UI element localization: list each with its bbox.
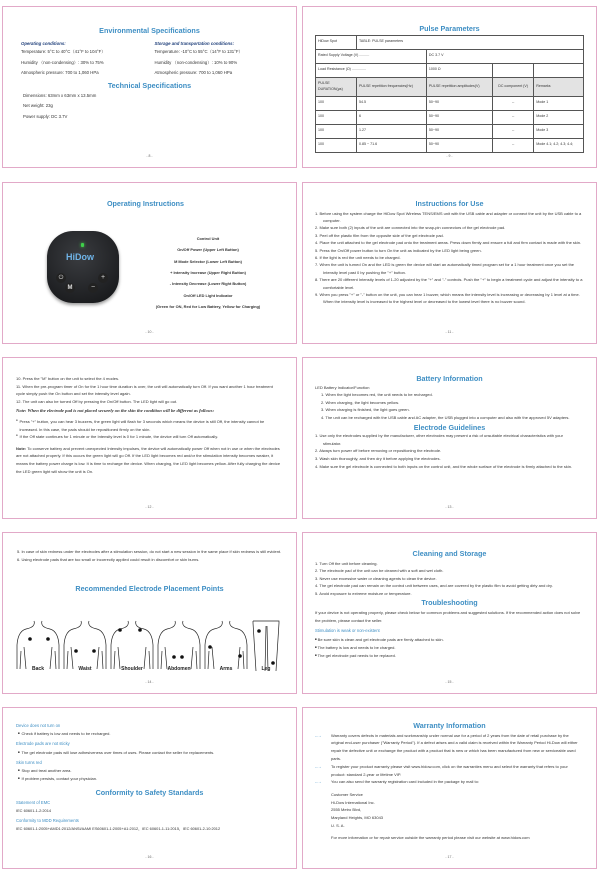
body-outline (253, 621, 279, 671)
page-number: - 17 - (445, 854, 454, 859)
led-indicator (81, 243, 84, 247)
page-number: - 16 - (145, 854, 154, 859)
instruction-item: 12. The unit can also be turned Off by pressing the On/Off button. The LED light will go out. (16, 398, 178, 404)
control-label: - Intensity Decrease (Lower Right Button) (169, 281, 247, 287)
bullet-item-list (16, 730, 284, 738)
instruction-item-list (303, 209, 596, 306)
instruction-item: 6. If the light is red the unit needs to be charged. (315, 254, 401, 260)
page-15 (302, 532, 597, 694)
body-figure (111, 621, 153, 669)
figure-label: Waist (78, 666, 92, 672)
table-row (316, 63, 584, 77)
body-figure (205, 621, 247, 669)
battery-item: 1. When the light becomes red, the unit needs to be recharged. (321, 392, 433, 398)
page-number: - 12 - (145, 504, 154, 509)
warranty-item (315, 778, 582, 786)
section-title: Recommended Electrode Placement Points (75, 584, 224, 594)
page-8 (2, 6, 297, 168)
column-header: PULSE DURATION(μs) (316, 77, 357, 96)
section-title: Conformity to Safety Standards (95, 788, 204, 798)
column-header: PULSE repetition frequencies(Hz) (357, 77, 427, 96)
bullet-text: The battery is low and needs to be charged. (317, 644, 396, 650)
page-title: Operating Instructions (106, 199, 185, 208)
bullet-icon: ■ (18, 749, 22, 754)
bullet-icon: ■ (18, 731, 22, 736)
battery-item: 3. When charging is finished, the light goes green. (321, 407, 410, 413)
warranty-item (315, 732, 582, 763)
table-cell: DC 3.7 V (426, 49, 583, 63)
bullet-icon: ■ (315, 644, 318, 649)
address-line-list (303, 786, 596, 829)
spec-line: Humidity （non-condensing）: 30% to 75% (21, 59, 104, 65)
warranty-item-list (303, 731, 596, 787)
body-outline (17, 621, 59, 669)
electrode-dot (208, 645, 212, 649)
column-header: Remarks (534, 77, 584, 96)
subheading: Statement of EMC (16, 799, 51, 805)
electrode-dot (46, 637, 50, 641)
guideline-item: 1. Use only the electrodes supplied by the manufacturer, other electrodes may present a risk of unsuitable electrical characteristics with your stimulator. (315, 433, 563, 446)
table-cell: 100 (316, 138, 357, 152)
note-text: To conserve battery and prevent unexpected Intensity impulses, the device will automatically power Off when not in use or when the electrodes are not attached properly. If this occurs the green light will go Off. If the LED light becomes red and/or the stimulation intensity becomes weaker, it means the battery power charge is low. It is time to recharge the device. When charging, the LED light becomes yellow. After fully charging the device the LED green light will show the unit is On. (16, 445, 281, 474)
table-cell: 0.85 ~ 71.6 (357, 138, 427, 152)
table-row (316, 35, 584, 49)
electrode-dot (257, 629, 261, 633)
table-cell: 1000 Ω (426, 63, 492, 77)
bullet-item (16, 433, 282, 441)
electrode-dot (238, 654, 242, 658)
table-cell: 6 (357, 110, 427, 124)
page-number: - 8 - (146, 153, 153, 158)
bullet-item-list (16, 418, 282, 441)
subheading: Device does not turn on (16, 723, 61, 728)
bullet-text: The gel electrode pad needs to be replaced. (317, 652, 396, 658)
table-cell: 100 (316, 96, 357, 110)
spec-line: Temperature: 5°C to 40°C（41°F to 104°F） (21, 49, 106, 55)
table-cell: Mode 4.1; 4.2; 4.3; 4.4; (534, 138, 584, 152)
instruction-item: 7. When the unit is turned On and the LED is green the device will start an automatically timed program set for a 1 hour treatment once you set the Intensity level past 0 by pushing the "+" button. (315, 262, 575, 275)
electrode-dot (138, 628, 142, 632)
cleaning-item: 5. Avoid exposure to extreme moisture or temperature. (315, 591, 412, 597)
cleaning-item: 2. The electrode pad of the unit can be cleaned with a soft and wet cloth. (315, 568, 444, 574)
bullet-item-list (315, 636, 582, 660)
bullet-text: Be sure skin is clean and gel electrode pads are firmly attached to skin. (317, 636, 444, 642)
body-outline (205, 621, 247, 669)
table-cell: 100 (316, 124, 357, 138)
minus-button: − (88, 283, 98, 293)
page-12 (2, 357, 297, 519)
table-cell: 50~90 (426, 110, 492, 124)
instruction-item: 8. There are 20 different Intensity levels of 1-20 adjusted by the "+" and "-" controls. Push the "+" to begin a treatment cycle and adjust the intensity to a comfortable level. (315, 277, 583, 290)
table-cell: 54.5 (357, 96, 427, 110)
electrode-dot (92, 649, 96, 653)
bullet-text: Stop and treat another area. (21, 768, 72, 774)
page-9 (302, 6, 597, 168)
bullet-item (315, 652, 582, 660)
mdd-standards: IEC 60601-1:2005+AMD1:2012/ANSI/AAMI ES60601-1:2005+A1:2012，IEC 60601-1-11:2015，IEC 60601-2-10:2012 (16, 826, 221, 832)
battery-item: 4. The unit can be recharged with the USB cable and AC adapter, the USB plugged into a computer and also with the approved 5V adapters. (321, 415, 570, 421)
bullet-item (16, 418, 282, 433)
control-label: Control Unit (196, 236, 220, 241)
table-row (316, 96, 584, 110)
page-title: Cleaning and Storage (412, 549, 487, 558)
electrode-dot (118, 628, 122, 632)
guideline-item: 2. Always turn power off before removing or repositioning the electrode. (315, 448, 442, 454)
column-header: DC component (V) (493, 77, 534, 96)
page-10 (2, 182, 297, 344)
cleaning-item: 1. Turn Off the unit before cleaning. (315, 560, 378, 566)
page-number: - 9 - (446, 153, 453, 158)
page-14 (2, 532, 297, 694)
table-cell: Mode 1 (534, 96, 584, 110)
brand-logo: HiDow (66, 252, 94, 262)
table-cell: 50~90 (426, 124, 492, 138)
arrow-icon: --→ (315, 732, 322, 738)
arrow-icon: --→ (315, 779, 322, 785)
table-cell: Mode 2 (534, 110, 584, 124)
note-label: Note: (16, 445, 27, 451)
body-figure (17, 621, 59, 669)
page-title: Warranty Information (413, 721, 486, 730)
address-line: U. S. A. (331, 822, 345, 828)
page-title: Pulse Parameters (419, 24, 480, 33)
table-cell: Load Resistance (Ω) .............. (316, 63, 427, 77)
table-cell: -- (493, 138, 534, 152)
section-heading: Operating conditions: (21, 40, 66, 46)
cleaning-item: 4. The gel electrode pad can remain on the control unit between uses, and are covered by the plastic film to avoid getting dirty and dry. (315, 583, 553, 589)
table-cell: 100 (316, 110, 357, 124)
address-line: Customer Service (331, 792, 363, 798)
electrode-dot (74, 649, 78, 653)
page-number: - 15 - (445, 679, 454, 684)
bullet-item-list (16, 767, 284, 783)
item-text: Warranty covers defects in materials and workmanship under normal use for a period of 2 years from the date of retail purchase by the original end-user purchaser ("Warranty Period"). If a defect arises and a valid claim is received within the Warranty Period Hi-Dow will either repair the defective unit or exchange the product with a product that is new or which has been manufactured from new or serviceable used parts. (331, 732, 578, 762)
bullet-item-list (16, 749, 284, 757)
instruction-item: 10. Press the "M" button on the unit to select the 4 modes. (16, 376, 120, 381)
body-outline (64, 621, 106, 669)
guideline-item-list (303, 432, 596, 470)
figure-label: Abdomen (167, 666, 191, 672)
table-cell: TABLE: PULSE parameters (357, 35, 584, 49)
plus-button: + (98, 273, 108, 283)
spec-line: Power supply: DC 3.7V (23, 113, 68, 119)
spec-line-list (3, 91, 296, 122)
table-cell: HiDow Spot (316, 35, 357, 49)
bullet-icon: ● (16, 433, 20, 438)
subheading: LED Battery Indicator/Function (315, 384, 370, 390)
page-number: - 11 - (445, 329, 454, 334)
guideline-item: 4. Make sure the gel electrode is connected to both inputs on the control unit, and the whole surface of the electrode is firmly attached to the skin. (315, 463, 573, 469)
page-11 (302, 182, 597, 344)
bullet-icon: ■ (18, 776, 22, 781)
body-figure (253, 621, 279, 671)
page-16 (2, 707, 297, 869)
bullet-item (18, 730, 284, 738)
guideline-item-list (3, 533, 296, 563)
table-cell (534, 63, 584, 77)
storage-conditions (155, 41, 279, 79)
instruction-item: 2. Make sure both (2) inputs of the unit are connected into the snap-pin connectors of the gel electrode pad. (315, 225, 506, 231)
spec-line: Atmospheric pressure: 700 to 1,060 HPa (21, 69, 99, 75)
pulse-table (315, 35, 584, 153)
cleaning-item: 3. Never use excessive water or cleaning agents to clean the device. (315, 575, 437, 581)
page-13 (302, 357, 597, 519)
guideline-item: 6. Using electrode pads that are too small or incorrectly applied could result in discomfort or skin burns. (17, 556, 200, 562)
control-label: M Mode Selector (Lower Left Button) (174, 258, 242, 264)
item-text: You can also send the warranty registration card included in the package by mail to: (331, 779, 479, 785)
control-label: On/Off Power (Upper Left Button) (177, 247, 239, 253)
bullet-icon: ■ (18, 768, 22, 773)
item-text: To register your product warranty please visit www.hidow.com, click on the warranties menu and select the warranty that refers to your product: standard 2-year or lifetime VIP. (331, 763, 568, 777)
intro-text: If your device is not operating properly, please check below for common problems and suggested solutions. If the recommended action does not solve the problem, please contact the seller. (315, 610, 581, 624)
body-outline (111, 621, 153, 669)
power-button: ⏻ (56, 273, 66, 283)
instruction-item-list (16, 375, 282, 405)
page-number: - 10 - (145, 329, 154, 334)
instruction-item: 4. Place the unit attached to the gel electrode pad onto the treatment areas. Press down firmly and ensure a full and firm contact is made with the skin. (315, 240, 582, 246)
page-number: - 14 - (145, 679, 154, 684)
address-line: Hi-Dow International Inc. (331, 799, 375, 805)
table-cell: 50~90 (426, 138, 492, 152)
section-title: Technical Specifications (107, 81, 192, 91)
spec-line: Net weight: 23g (23, 103, 53, 109)
bullet-item (18, 767, 284, 775)
address-line: Maryland Heights, MO 63043 (331, 815, 384, 820)
battery-item: 2. When charging, the light becomes yellow. (321, 399, 400, 405)
body-outline (158, 621, 200, 669)
electrode-dot (172, 655, 176, 659)
table-row (316, 124, 584, 138)
guideline-item: 5. In case of skin redness under the electrodes after a stimulation session, do not start a new session in the same place if skin redness is still evident. (17, 549, 282, 554)
table-row (316, 49, 584, 63)
table-row (316, 138, 584, 152)
figure-label: Back (32, 666, 44, 672)
instruction-item: 3. Peel off the plastic film from the opposite side of the gel electrode pad. (315, 232, 444, 238)
footer-text: For more information or for repair service outside the warranty period please visit our website at www.hidow.com (331, 835, 530, 841)
bullet-item (315, 636, 582, 644)
figure-label: Arms (219, 666, 233, 672)
spec-line: Temperature: -10°C to 55°C（14°F to 131°F） (154, 49, 243, 55)
body-figure (158, 621, 200, 669)
spec-line: Humidity （non-condensing）: 10% to 90% (154, 59, 238, 65)
subheading: Conformity to MDD Requirements (16, 818, 79, 824)
bullet-text: If the Off state continues for 1 minute or the Intensity level is 0 for 1 minute, the device will turn Off automatically. (19, 434, 219, 440)
page-title: Environmental Specifications (99, 26, 200, 35)
figure-label: Leg (261, 666, 271, 672)
page-title: Instructions for Use (415, 199, 484, 208)
operating-conditions (21, 41, 145, 79)
table-cell: 1.27 (357, 124, 427, 138)
table-cell: Rated Supply Voltage (V) .......... (316, 49, 427, 63)
bullet-icon: ■ (315, 636, 318, 641)
bullet-icon: ● (16, 418, 20, 423)
section-title: Electrode Guidelines (413, 422, 486, 432)
battery-item-list (315, 391, 582, 421)
control-label: (Green for ON, Red for Low Battery, Yellow for Charging) (155, 303, 261, 309)
bullet-item (18, 775, 284, 783)
page-number: - 13 - (445, 504, 454, 509)
cleaning-item-list (303, 559, 596, 598)
table-cell: -- (493, 124, 534, 138)
page-17 (302, 707, 597, 869)
warranty-item (315, 763, 582, 779)
mode-button: M (65, 283, 75, 293)
table-cell: Mode 3 (534, 124, 584, 138)
bullet-text: Check if battery is low and needs to be recharged. (21, 731, 111, 737)
column-header: PULSE repetition amplitudes(V) (426, 77, 492, 96)
instruction-item: 11. When the pre-program timer of On for the 1 hour time duration is over, the unit will automatically turn Off. If you want another 1 hour treatment cycle simply push the On button and set the intensity level again. (16, 383, 273, 397)
bullet-item (315, 644, 582, 652)
page-title: Battery Information (416, 374, 483, 383)
table-row (316, 110, 584, 124)
guideline-item: 3. Wash skin thoroughly, and then dry it before applying the electrodes. (315, 456, 441, 462)
spec-line: Atmospheric pressure: 700 to 1,060 HPa (154, 69, 233, 75)
bullet-icon: ■ (315, 652, 318, 657)
electrode-dot (271, 661, 275, 665)
electrode-dot (180, 655, 184, 659)
subheading: Skin turns red (16, 759, 42, 765)
arrow-icon: --→ (315, 763, 322, 769)
control-label: + Intensity Increase (Upper Right Button) (170, 269, 246, 275)
table-cell: -- (493, 96, 534, 110)
electrode-dot (28, 637, 32, 641)
table-cell: 50~90 (426, 96, 492, 110)
emc-standard: IEC 60601-1-2:2014 (16, 808, 52, 814)
body-figure (64, 621, 106, 669)
bullet-item (18, 749, 284, 757)
instruction-item: 5. Press the On/Off power button to turn On the unit as indicated by the LED light being green. (315, 247, 482, 253)
instruction-item: 1. Before using the system charge the HiDow Spot Wireless TENS/EMS unit with the USB cable and adapter or connect the unit by the USB cable to a computer. (315, 210, 582, 224)
note-heading: Note: When the electrode pad is not placed securely on the skin the condition will be different as follows: (16, 408, 215, 414)
table-cell (493, 63, 534, 77)
section-heading: Storage and transportation conditions: (154, 40, 234, 46)
table-cell: -- (493, 110, 534, 124)
control-label: On/Off LED Light Indicator (183, 292, 233, 298)
bullet-text: The gel electrode pads will lose adhesiveness over times of uses. Please contact the seller for replacements. (21, 749, 215, 755)
bullet-text: Press "+" button, you can hear 3 buzzers, the green light will flash for 3 seconds which means the device is still Off, the intensity cannot be increased. In this case, the pads should be repositioned firmly on the skin. (19, 419, 265, 432)
address-line: 2555 Metro Blvd, (331, 807, 362, 813)
bullet-text: If problem persists, contact your physician. (21, 776, 98, 782)
subheading: Electrode pads are not sticky (16, 741, 70, 747)
instruction-item: 9. When you press "+" or "-" button on the unit, you can hear 1 buzzer, which means the intensity level is increasing or decreasing by 1 level at a time. When the intensity level is increased to the highest level or decreased to the lowest level there is no buzzer sound. (315, 291, 580, 305)
spec-line: Dimensions: 63mm x 63mm x 13.5mm (23, 92, 97, 98)
figure-label: Shoulder (121, 666, 143, 672)
table-header-row (316, 77, 584, 96)
note-paragraph (16, 445, 282, 475)
control-unit-image (47, 231, 119, 303)
spec-line-list (155, 47, 279, 78)
section-title: Troubleshooting (421, 597, 478, 607)
subheading: Stimulation is weak or non-existent (315, 628, 380, 634)
spec-line-list (21, 47, 145, 78)
control-label-list (133, 233, 283, 312)
